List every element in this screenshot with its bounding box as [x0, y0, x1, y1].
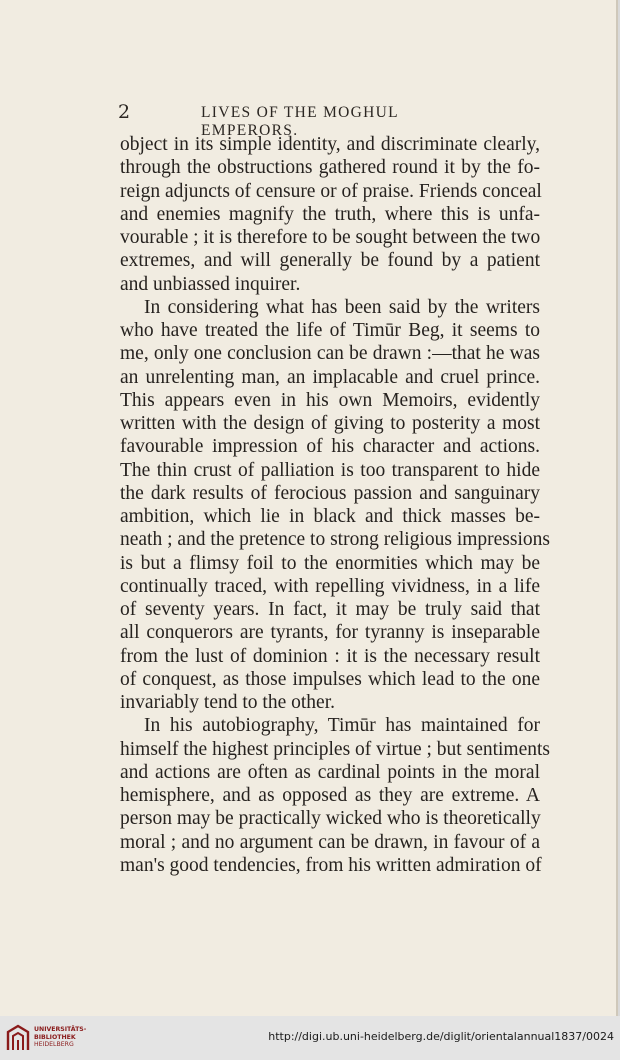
logo-line-2: BIBLIOTHEK	[34, 1033, 76, 1041]
text-line: through the obstructions gathered round it by the fo-	[120, 157, 540, 179]
text-line: object in its simple identity, and discriminate clearly,	[120, 134, 540, 155]
text-line: of seventy years. In fact, it may be truly said that	[120, 599, 540, 620]
text-line: continually traced, with repelling vividness, in a life	[120, 575, 540, 597]
text-line: favourable impression of his character and actions.	[120, 436, 540, 458]
text-line: The thin crust of palliation is too transparent to hide	[120, 459, 540, 481]
text-line: and actions are often as cardinal points in the moral	[120, 761, 540, 783]
page-header	[118, 101, 498, 139]
text-line: ambition, which lie in black and thick masses be-	[120, 506, 540, 527]
text-line: person may be practically wicked who is theoretically	[120, 808, 541, 830]
text-line: from the lust of dominion : it is the necessary result	[120, 645, 540, 667]
text-line: In his autobiography, Timūr has maintained for	[144, 715, 540, 737]
logo-line-3: HEIDELBERG	[34, 1041, 74, 1048]
logo-line-1: UNIVERSITÄTS-	[34, 1026, 87, 1033]
text-line: me, only one conclusion can be drawn :—that he was	[120, 343, 540, 365]
text-line: and enemies magnify the truth, where this is unfa-	[120, 203, 540, 225]
source-url-link[interactable]: http://digi.ub.uni-heidelberg.de/diglit/orientalannual1837/0024	[268, 1030, 614, 1043]
text-line: himself the highest principles of virtue ; but sentiments	[120, 738, 551, 760]
text-line: hemisphere, and as opposed as they are extreme. A	[120, 785, 540, 806]
text-line: the dark results of ferocious passion and sanguinary	[120, 482, 540, 504]
text-line: an unrelenting man, an implacable and cruel prince.	[120, 366, 540, 388]
body-text	[120, 133, 551, 877]
text-line: man's good tendencies, from his written admiration of	[120, 854, 542, 876]
running-title: LIVES OF THE MOGHUL EMPERORS.	[201, 104, 399, 139]
text-line: of conquest, as those impulses which lead to the one	[120, 668, 540, 690]
library-logo-text	[34, 1026, 114, 1049]
library-logo-icon	[6, 1024, 30, 1052]
page-number: 2	[118, 101, 131, 123]
text-line: This appears even in his own Memoirs, evidently	[120, 389, 540, 411]
text-line: invariably tend to the other.	[120, 692, 335, 713]
text-line: extremes, and will generally be found by a patient	[120, 250, 540, 272]
text-line: In considering what has been said by the writers	[144, 296, 540, 318]
text-line: neath ; and the pretence to strong religious impressions	[120, 529, 550, 551]
text-line: all conquerors are tyrants, for tyranny is inseparable	[120, 622, 540, 644]
text-line: written with the design of giving to posterity a most	[120, 413, 540, 434]
text-line: who have treated the life of Timūr Beg, it seems to	[120, 320, 540, 341]
text-line: is but a flimsy foil to the enormities which may be	[120, 552, 540, 574]
text-line: reign adjuncts of censure or of praise. Friends conceal	[120, 180, 542, 202]
text-line: vourable ; it is therefore to be sought between the two	[120, 227, 541, 248]
viewer-footer	[0, 1016, 620, 1060]
text-line: and unbiassed inquirer.	[120, 273, 301, 295]
text-line: moral ; and no argument can be drawn, in favour of a	[120, 831, 540, 853]
